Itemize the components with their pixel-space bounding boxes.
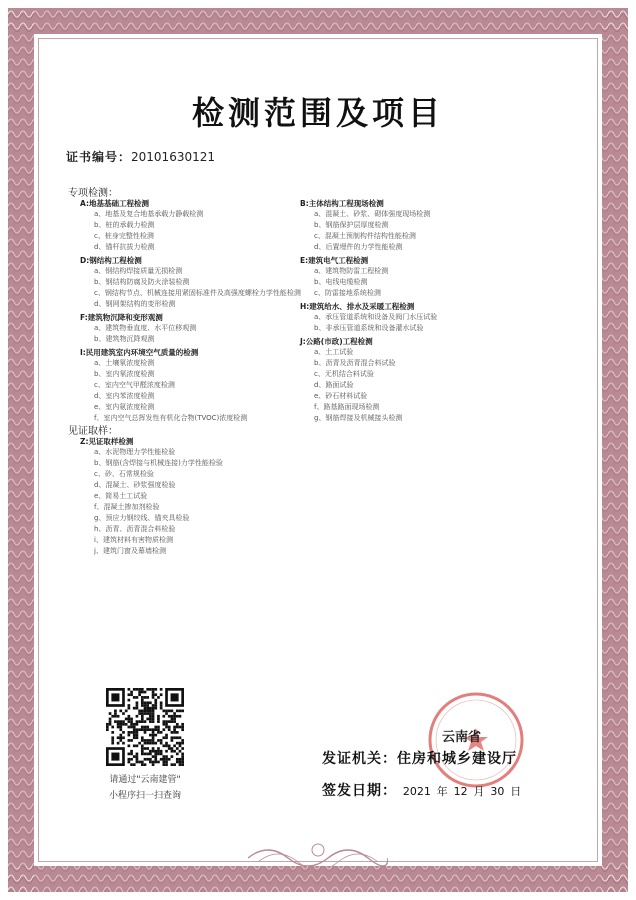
group-heading: B:主体结构工程现场检测 [300, 199, 384, 208]
list-item: a、地基及复合地基承载力静载检测 [94, 210, 204, 218]
list-item: c、室内空气甲醛浓度检测 [94, 381, 175, 389]
group-heading: H:建筑给水、排水及采暖工程检测 [300, 302, 415, 311]
list-item: b、非承压管道系统和设备灌水试验 [314, 324, 424, 332]
group-heading: E:建筑电气工程检测 [300, 256, 369, 265]
issuing-authority-label: 发证机关： [322, 751, 397, 767]
group-heading: J:公路(市政)工程检测 [300, 337, 373, 346]
section-witness-sampling: 见证取样： [68, 426, 118, 437]
list-item: c、砂、石常规检验 [94, 470, 154, 478]
issuing-authority [322, 748, 517, 768]
list-item: f、路基路面现场检测 [314, 403, 380, 411]
group-heading: F:建筑物沉降和变形观测 [80, 313, 163, 322]
list-item: f、室内空气总挥发性有机化合物(TVOC)浓度检测 [94, 414, 248, 422]
list-item: b、沥青及沥青混合料试验 [314, 359, 396, 367]
list-item: i、建筑材料有害物质检测 [94, 536, 173, 544]
right-column-groups [300, 196, 540, 424]
list-item: b、桩的承载力检测 [94, 221, 155, 229]
issue-date-label: 签发日期： [322, 783, 397, 799]
group-heading: D:钢结构工程检测 [80, 256, 142, 265]
list-item: c、混凝土预制构件结构性能检测 [314, 232, 416, 240]
bottom-ornament [248, 838, 388, 866]
certificate-number-label: 证书编号： [66, 150, 132, 164]
qr-caption-line-1: 请通过"云南建管" [109, 775, 181, 785]
list-item: d、锚杆抗拔力检测 [94, 243, 155, 251]
certificate-number-value: 20101630121 [131, 150, 215, 164]
list-item: a、建筑物垂直度、水平位移观测 [94, 324, 197, 332]
list-item: d、路面试验 [314, 381, 354, 389]
list-item: b、室内氡浓度检测 [94, 370, 155, 378]
certificate-number [66, 148, 215, 165]
list-item: c、无机结合料试验 [314, 370, 374, 378]
document-title: 检测范围及项目 [191, 94, 444, 132]
group-heading: I:民用建筑室内环境空气质量的检测 [80, 348, 199, 357]
list-item: b、钢筋保护层厚度检测 [314, 221, 389, 229]
list-item: e、室内氨浓度检测 [94, 403, 155, 411]
issue-date-day: 30 [490, 785, 505, 798]
group-heading: Z:见证取样检测 [80, 437, 134, 446]
issue-date-month-unit: 月 [473, 785, 485, 798]
list-item: b、电线电缆检测 [314, 278, 368, 286]
list-item: a、土工试验 [314, 348, 354, 356]
issue-date-day-unit: 日 [510, 785, 522, 798]
list-item: a、水泥物理力学性能检验 [94, 448, 176, 456]
list-item: a、混凝土、砂浆、砌体强度现场检测 [314, 210, 431, 218]
issue-date-year-unit: 年 [436, 785, 448, 798]
list-item: h、沥青、沥青混合料检验 [94, 525, 176, 533]
list-item: b、钢筋(含焊接与机械连接)力学性能检验 [94, 459, 223, 467]
seal-text: 云南省 [442, 730, 482, 745]
list-item: d、混凝土、砂浆强度检验 [94, 481, 176, 489]
witness-column-groups [80, 434, 320, 557]
list-item: g、钢筋焊接及机械接头检测 [314, 414, 403, 422]
list-item: e、简易土工试验 [94, 492, 148, 500]
list-item: d、钢网架结构的变形检测 [94, 300, 176, 308]
list-item: a、钢结构焊接质量无损检测 [94, 267, 183, 275]
list-item: a、建筑物防雷工程检测 [314, 267, 389, 275]
qr-code [106, 688, 184, 766]
issuing-authority-value: 住房和城乡建设厅 [397, 751, 517, 767]
list-item: b、建筑物沉降观测 [94, 335, 155, 343]
list-item: a、承压管道系统和设备及阀门水压试验 [314, 313, 438, 321]
left-column-groups [80, 196, 310, 424]
list-item: c、钢结构节点、机械连接用紧固标准件及高强度螺栓力学性能检测 [94, 289, 301, 297]
list-item: c、桩身完整性检测 [94, 232, 154, 240]
list-item: b、钢结构防腐及防火涂装检测 [94, 278, 190, 286]
list-item: d、室内苯浓度检测 [94, 392, 155, 400]
issue-date [322, 780, 521, 800]
issue-date-year: 2021 [402, 785, 431, 798]
group-heading: A:地基基础工程检测 [80, 199, 149, 208]
issue-date-month: 12 [453, 785, 468, 798]
list-item: c、防雷接地系统检测 [314, 289, 381, 297]
list-item: e、砂石材料试验 [314, 392, 368, 400]
qr-caption-line-2: 小程序扫一扫查询 [108, 791, 181, 801]
list-item: a、土壤氡浓度检测 [94, 359, 155, 367]
list-item: j、建筑门窗及幕墙检测 [94, 547, 166, 555]
section-special-inspection: 专项检测： [68, 188, 118, 199]
list-item: g、预应力钢绞线、锚夹具检验 [94, 514, 190, 522]
list-item: f、混凝土掺加剂检验 [94, 503, 160, 511]
list-item: d、后置埋件的力学性能检测 [314, 243, 403, 251]
